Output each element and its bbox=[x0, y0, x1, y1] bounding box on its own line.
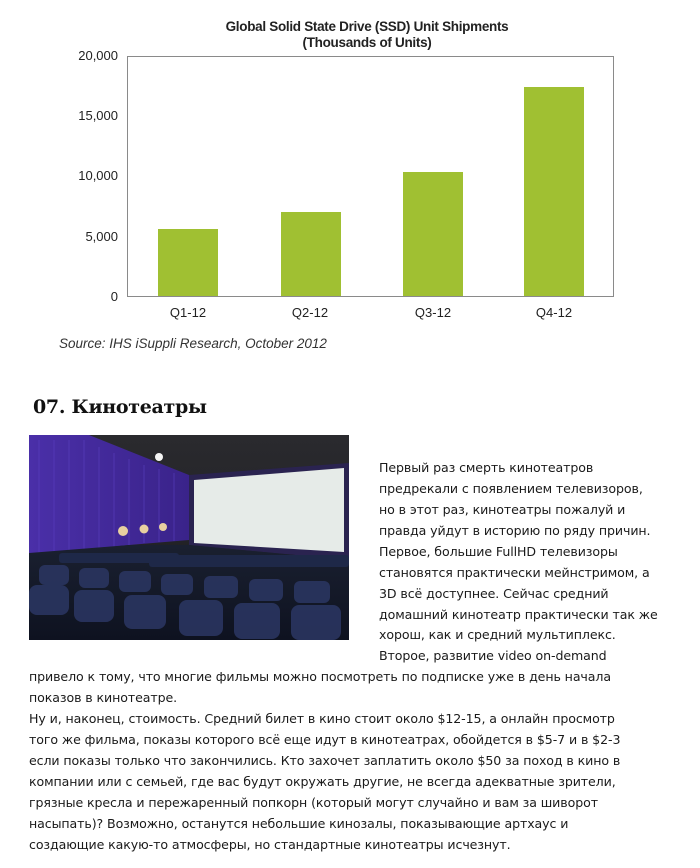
article-text-line: компании или с семьей, где вас будут окружать другие, не всегда адекватные зрители, bbox=[29, 774, 616, 789]
y-tick-15000: 15,000 bbox=[78, 108, 118, 123]
article-text-line: хорош, как и средний мультиплекс. bbox=[379, 627, 616, 642]
chart-title: Global Solid State Drive (SSD) Unit Shipments bbox=[225, 19, 509, 34]
cinema-hall-image bbox=[29, 435, 349, 640]
chart-source: Source: IHS iSuppli Research, October 2012 bbox=[59, 336, 327, 351]
article-text-line: становятся практически мейнстримом, а bbox=[379, 565, 650, 580]
bar-q1-12 bbox=[158, 229, 218, 296]
x-tick-q1-12: Q1-12 bbox=[169, 305, 207, 320]
article-text-line: Ну и, наконец, стоимость. Средний билет в кино стоит около $12-15, а онлайн просмотр bbox=[29, 711, 615, 726]
y-tick-20000: 20,000 bbox=[78, 48, 118, 63]
article-text-line: грязные кресла и пережаренный попкорн (который могут случайно и вам за шиворот bbox=[29, 795, 598, 810]
article-text-line: предрекали с появлением телевизоров, bbox=[379, 481, 643, 496]
article-text-line: насыпать)? Возможно, останутся небольшие кинозалы, показывающие артхаус и bbox=[29, 816, 569, 831]
y-tick-10000: 10,000 bbox=[78, 168, 118, 183]
article-text-line: но в этот раз, кинотеатры пожалуй и bbox=[379, 502, 626, 517]
article-text-line: если показы только что закончились. Кто захочет заплатить около $50 за поход в кино в bbox=[29, 753, 621, 768]
ssd-shipments-chart bbox=[0, 0, 700, 370]
plot-area bbox=[127, 56, 614, 297]
article-text-line: Второе, развитие video on-demand bbox=[379, 648, 607, 663]
article-text-line: Первое, большие FullHD телевизоры bbox=[379, 544, 618, 559]
bar-q3-12 bbox=[403, 172, 463, 296]
article-text-line: домашний кинотеатр практически так же bbox=[379, 607, 658, 622]
chart-subtitle: (Thousands of Units) bbox=[302, 35, 432, 50]
article-text-line: Первый раз смерть кинотеатров bbox=[379, 460, 594, 475]
bar-q4-12 bbox=[524, 87, 584, 296]
article-text-line: привело к тому, что многие фильмы можно посмотреть по подписке уже в день начала bbox=[29, 669, 611, 684]
section-heading: 07. Кинотеатры bbox=[33, 396, 207, 418]
x-tick-q4-12: Q4-12 bbox=[535, 305, 573, 320]
article-text-line: показов в кинотеатре. bbox=[29, 690, 178, 705]
article-text-line: того же фильма, показы которого всё еще идут в кинотеатрах, обойдется в $5-7 и в $2-3 bbox=[29, 732, 621, 747]
y-tick-0: 0 bbox=[110, 289, 118, 304]
article-text-line: правда уйдут в историю по ряду причин. bbox=[379, 523, 651, 538]
x-tick-q3-12: Q3-12 bbox=[414, 305, 452, 320]
article-text-line: создающие какую-то атмосферы, но стандартные кинотеатры исчезнут. bbox=[29, 837, 511, 852]
x-tick-q2-12: Q2-12 bbox=[291, 305, 329, 320]
cinema-photo-illustration bbox=[29, 435, 349, 640]
article-text-line: 3D всё доступнее. Сейчас средний bbox=[379, 586, 609, 601]
y-tick-5000: 5,000 bbox=[85, 229, 118, 244]
bar-q2-12 bbox=[281, 212, 341, 296]
